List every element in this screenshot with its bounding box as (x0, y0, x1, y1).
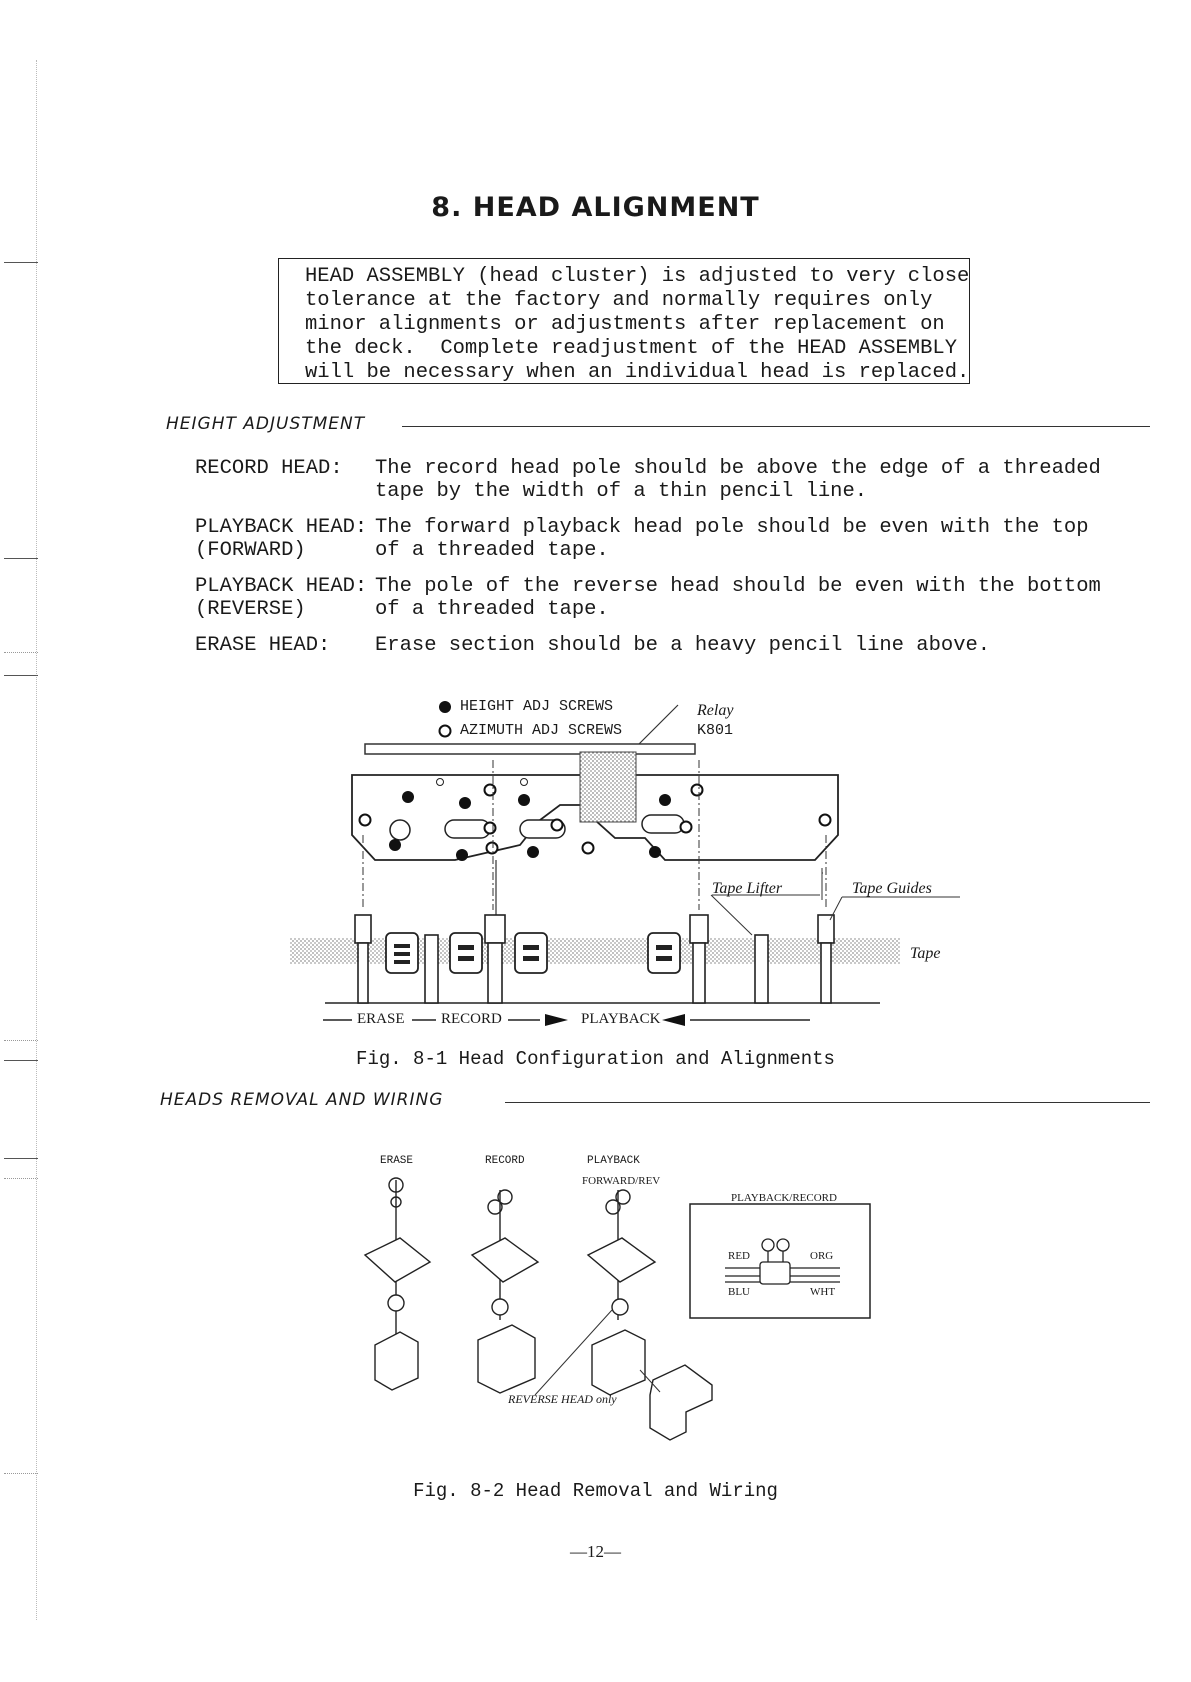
row-label: RECORD HEAD: (195, 457, 343, 480)
section-heading-height: HEIGHT ADJUSTMENT (166, 414, 366, 434)
intro-line: minor alignments or adjustments after replacement on (305, 313, 945, 336)
row-text: of a threaded tape. (375, 598, 609, 621)
row-text: The forward playback head pole should be even with the top (375, 516, 1089, 539)
wiring-box-title: PLAYBACK/RECORD (731, 1192, 837, 1204)
legend-azimuth-screws: AZIMUTH ADJ SCREWS (460, 722, 623, 739)
fig1-caption: Fig. 8-1 Head Configuration and Alignments (356, 1048, 835, 1070)
tape-label: Tape (910, 945, 941, 962)
wire-blu-label: BLU (728, 1286, 750, 1298)
record-label: RECORD (441, 1011, 502, 1027)
erase-label: ERASE (357, 1011, 405, 1027)
fig2-forward-rev-label: FORWARD/REV (582, 1175, 661, 1187)
relay-label: Relay (697, 702, 734, 719)
fig2-playback-label: PLAYBACK (587, 1155, 640, 1167)
row-text: tape by the width of a thin pencil line. (375, 480, 868, 503)
relay-id-label: K801 (697, 722, 734, 739)
row-label: PLAYBACK HEAD: (195, 575, 368, 598)
wire-wht-label: WHT (810, 1286, 836, 1298)
wire-red-label: RED (728, 1250, 750, 1262)
legend-height-screws: HEIGHT ADJ SCREWS (460, 698, 614, 715)
section-rule (505, 1102, 1150, 1104)
row-text: of a threaded tape. (375, 539, 609, 562)
reverse-head-only-label: REVERSE HEAD only (508, 1392, 617, 1406)
page-number: —12— (570, 1542, 621, 1561)
section-heading-removal: HEADS REMOVAL AND WIRING (160, 1090, 444, 1110)
fig2-erase-label: ERASE (380, 1155, 414, 1167)
intro-line: tolerance at the factory and normally requires only (305, 289, 933, 312)
page-title: 8. HEAD ALIGNMENT (431, 192, 760, 223)
tape-guides-label: Tape Guides (852, 880, 932, 897)
playback-label: PLAYBACK (581, 1011, 661, 1027)
row-label: ERASE HEAD: (195, 634, 331, 657)
row-label: PLAYBACK HEAD: (195, 516, 368, 539)
row-text: The pole of the reverse head should be even with the bottom (375, 575, 1101, 598)
fig2-record-label: RECORD (485, 1155, 525, 1167)
intro-line: the deck. Complete readjustment of the HEAD ASSEMBLY (305, 337, 958, 360)
row-label-sub: (FORWARD) (195, 539, 306, 562)
row-text: The record head pole should be above the edge of a threaded (375, 457, 1101, 480)
fig2-caption: Fig. 8-2 Head Removal and Wiring (413, 1480, 778, 1502)
tape-lifter-label: Tape Lifter (712, 880, 783, 897)
intro-line: HEAD ASSEMBLY (head cluster) is adjusted to very close (305, 265, 970, 288)
row-text: Erase section should be a heavy pencil line above. (375, 634, 991, 657)
intro-line: will be necessary when an individual head is replaced. (305, 361, 970, 384)
wire-org-label: ORG (810, 1250, 834, 1262)
row-label-sub: (REVERSE) (195, 598, 306, 621)
